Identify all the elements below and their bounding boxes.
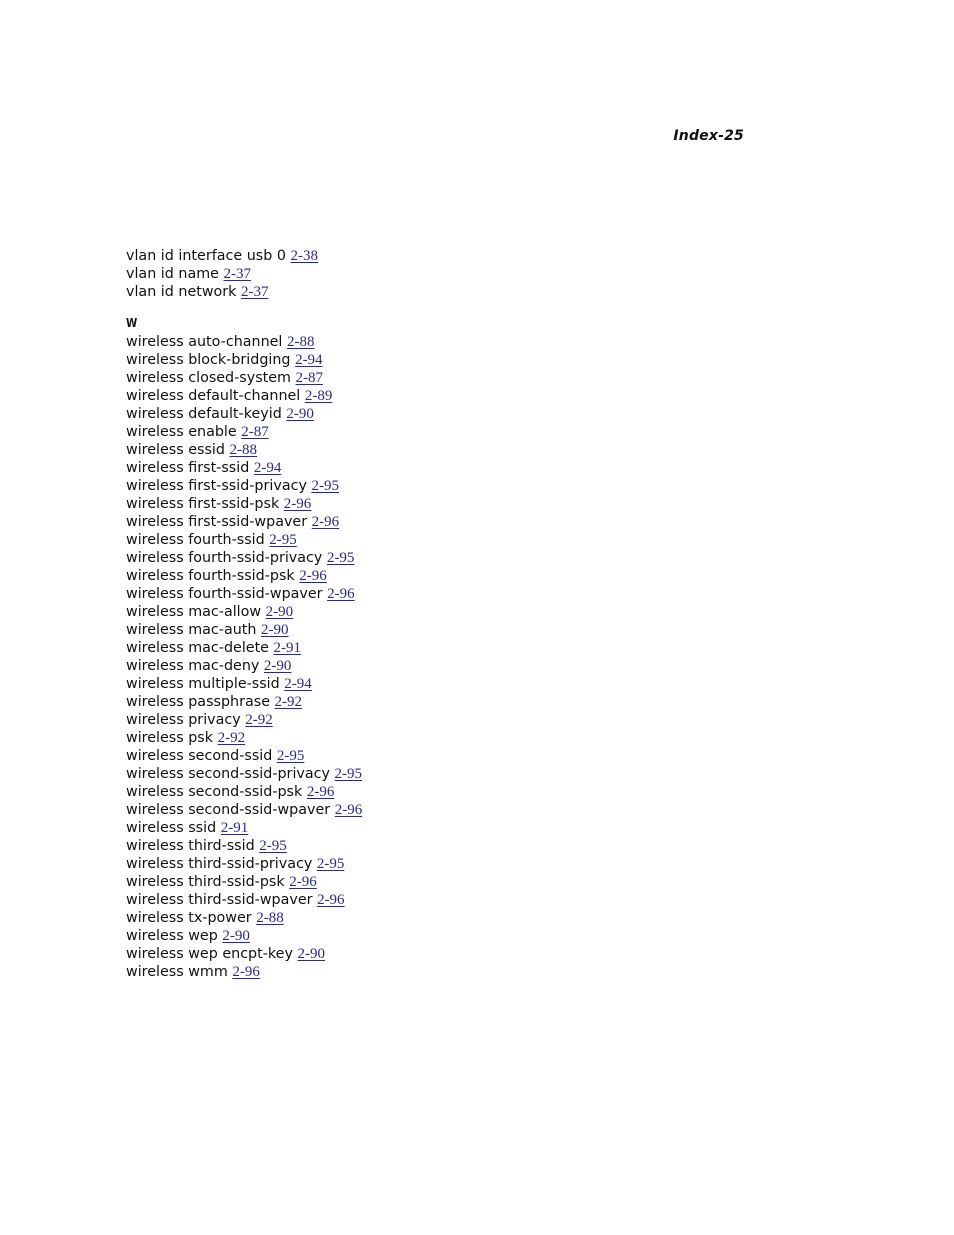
index-term: wireless wep encpt-key <box>126 946 293 962</box>
index-entry <box>126 765 686 783</box>
index-entry <box>126 333 686 351</box>
page-reference-link[interactable]: 2-90 <box>260 622 289 638</box>
index-term: wireless essid <box>126 442 225 458</box>
page-reference-link[interactable]: 2-96 <box>299 568 327 584</box>
index-entry <box>126 247 686 265</box>
page-reference-link[interactable]: 2-96 <box>311 514 340 530</box>
index-entry <box>126 621 686 639</box>
page-reference-link[interactable]: 2-90 <box>222 928 250 944</box>
index-term: wireless block-bridging <box>126 352 291 368</box>
index-term: wireless mac-auth <box>126 622 257 638</box>
index-entry <box>126 837 686 855</box>
index-term: wireless auto-channel <box>126 334 283 350</box>
index-entry <box>126 351 686 369</box>
index-term: wireless wmm <box>126 964 228 980</box>
index-entry <box>126 495 686 513</box>
index-term: wireless passphrase <box>126 694 270 710</box>
page-reference-link[interactable]: 2-96 <box>289 874 317 890</box>
index-entry <box>126 909 686 927</box>
page-reference-link[interactable]: 2-96 <box>283 496 312 512</box>
index-term: wireless mac-deny <box>126 658 260 674</box>
page-reference-link[interactable]: 2-90 <box>265 604 294 620</box>
index-entry <box>126 927 686 945</box>
page-reference-link[interactable]: 2-96 <box>327 586 355 602</box>
index-entry <box>126 675 686 693</box>
page-reference-link[interactable]: 2-88 <box>229 442 258 458</box>
page-reference-link[interactable]: 2-88 <box>256 910 284 926</box>
index-entry <box>126 585 686 603</box>
index-term: wireless third-ssid-privacy <box>126 856 313 872</box>
index-term: wireless ssid <box>126 820 217 836</box>
index-entry <box>126 873 686 891</box>
index-entry <box>126 711 686 729</box>
index-term: wireless mac-allow <box>126 604 262 620</box>
index-term: wireless closed-system <box>126 370 291 386</box>
index-entry <box>126 459 686 477</box>
page-reference-link[interactable]: 2-96 <box>306 784 335 800</box>
page-reference-link[interactable]: 2-95 <box>269 532 297 548</box>
index-entry <box>126 423 686 441</box>
index-entry <box>126 567 686 585</box>
index-term: wireless third-ssid-psk <box>126 874 285 890</box>
index-term: wireless default-channel <box>126 388 301 404</box>
page-reference-link[interactable]: 2-94 <box>253 460 282 476</box>
index-entry <box>126 477 686 495</box>
index-term: wireless psk <box>126 730 214 746</box>
page-reference-link[interactable]: 2-95 <box>259 838 287 854</box>
page-reference-link[interactable]: 2-38 <box>290 248 318 264</box>
page-reference-link[interactable]: 2-92 <box>217 730 246 746</box>
page-reference-link[interactable]: 2-95 <box>311 478 339 494</box>
page-reference-link[interactable]: 2-95 <box>334 766 363 782</box>
index-entry <box>126 387 686 405</box>
index-entry <box>126 855 686 873</box>
page-reference-link[interactable]: 2-37 <box>223 266 251 282</box>
page-reference-link[interactable]: 2-37 <box>241 284 269 300</box>
index-entry <box>126 513 686 531</box>
vlan-entry-group <box>126 247 686 301</box>
index-term: wireless fourth-ssid-psk <box>126 568 295 584</box>
index-term: wireless second-ssid-wpaver <box>126 802 331 818</box>
index-entry <box>126 441 686 459</box>
page-reference-link[interactable]: 2-94 <box>295 352 323 368</box>
page-reference-link[interactable]: 2-90 <box>286 406 314 422</box>
index-term: wireless tx-power <box>126 910 252 926</box>
page-reference-link[interactable]: 2-89 <box>304 388 333 404</box>
page-reference-link[interactable]: 2-96 <box>232 964 260 980</box>
page-reference-link[interactable]: 2-94 <box>284 676 312 692</box>
index-term: wireless first-ssid-privacy <box>126 478 307 494</box>
index-entry <box>126 945 686 963</box>
page-reference-link[interactable]: 2-88 <box>286 334 315 350</box>
index-entry <box>126 531 686 549</box>
index-entry <box>126 891 686 909</box>
index-term: wireless fourth-ssid <box>126 532 265 548</box>
page-reference-link[interactable]: 2-95 <box>316 856 345 872</box>
index-entry <box>126 369 686 387</box>
page-reference-link[interactable]: 2-92 <box>274 694 303 710</box>
page-reference-link[interactable]: 2-91 <box>220 820 249 836</box>
index-entry <box>126 693 686 711</box>
index-entry <box>126 405 686 423</box>
index-entry <box>126 283 686 301</box>
index-entry <box>126 639 686 657</box>
index-term: vlan id name <box>126 266 219 282</box>
index-term: wireless wep <box>126 928 218 944</box>
w-entry-group <box>126 333 686 981</box>
index-entry <box>126 265 686 283</box>
index-term: wireless fourth-ssid-privacy <box>126 550 323 566</box>
index-term: wireless second-ssid <box>126 748 273 764</box>
index-entry <box>126 963 686 981</box>
index-entry <box>126 783 686 801</box>
page-reference-link[interactable]: 2-95 <box>326 550 355 566</box>
index-term: vlan id interface usb 0 <box>126 248 286 264</box>
index-term: wireless first-ssid <box>126 460 250 476</box>
index-term: wireless privacy <box>126 712 241 728</box>
index-term: wireless third-ssid <box>126 838 255 854</box>
index-term: wireless second-ssid-psk <box>126 784 303 800</box>
index-term: wireless multiple-ssid <box>126 676 280 692</box>
index-term: wireless enable <box>126 424 237 440</box>
page-reference-link[interactable]: 2-92 <box>245 712 273 728</box>
page-reference-link[interactable]: 2-90 <box>297 946 325 962</box>
index-entry <box>126 819 686 837</box>
index-entry <box>126 747 686 765</box>
index-term: wireless first-ssid-psk <box>126 496 280 512</box>
page-reference-link[interactable]: 2-95 <box>276 748 305 764</box>
index-term: vlan id network <box>126 284 237 300</box>
page-reference-link[interactable]: 2-96 <box>334 802 363 818</box>
page-reference-link[interactable]: 2-87 <box>241 424 269 440</box>
index-entry <box>126 801 686 819</box>
page-reference-link[interactable]: 2-96 <box>317 892 345 908</box>
page-reference-link[interactable]: 2-90 <box>263 658 292 674</box>
index-entry <box>126 603 686 621</box>
index-term: wireless third-ssid-wpaver <box>126 892 313 908</box>
index-list <box>126 247 686 981</box>
page-reference-link[interactable]: 2-91 <box>273 640 302 656</box>
index-term: wireless mac-delete <box>126 640 269 656</box>
index-term: wireless fourth-ssid-wpaver <box>126 586 323 602</box>
index-entry <box>126 549 686 567</box>
section-letter-heading: W <box>126 316 138 330</box>
index-term: wireless first-ssid-wpaver <box>126 514 308 530</box>
index-term: wireless default-keyid <box>126 406 282 422</box>
index-entry <box>126 729 686 747</box>
index-term: wireless second-ssid-privacy <box>126 766 330 782</box>
index-entry <box>126 657 686 675</box>
page-number: Index-25 <box>673 128 744 144</box>
page-reference-link[interactable]: 2-87 <box>295 370 324 386</box>
